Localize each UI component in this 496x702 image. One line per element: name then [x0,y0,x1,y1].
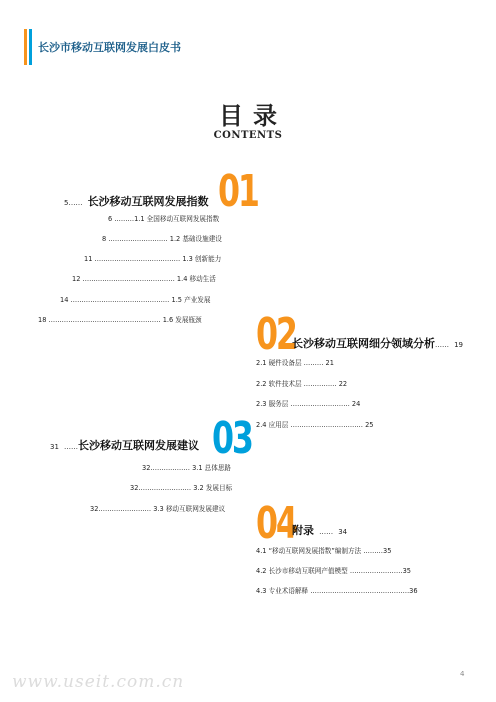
entry-page: 36 [409,587,418,595]
entry-label: 1.3 创新能力 [182,255,222,263]
chapter-title: 附录 [292,524,314,537]
toc-entry[interactable]: 2.1 硬件设备层 ……… 21 [256,359,334,367]
toc-entry[interactable]: 32…………………… 3.3 移动互联网发展建议 [90,505,226,513]
entry-page: 8 [102,235,107,243]
entry-page: 6 [108,215,113,223]
entry-page: 25 [365,421,374,429]
toc-entry[interactable]: 6 ………1.1 全国移动互联网发展指数 [108,215,220,223]
entry-page: 14 [60,296,69,304]
entry-label: 4.2 长沙市移动互联网产值模型 [256,567,348,575]
chapter-04-heading[interactable] [292,519,347,538]
entry-page: 32 [130,484,139,492]
entry-label: 1.2 基础设施建设 [169,235,222,243]
entry-label: 3.3 移动互联网发展建议 [153,505,226,513]
chapter-page: 19 [454,341,464,349]
entry-page: 32 [142,464,151,472]
chapter-03-heading[interactable] [50,434,199,453]
toc-entry[interactable]: 2.2 软件技术层 …………… 22 [256,380,348,388]
toc-entry[interactable]: 32…………………… 3.2 发展目标 [130,484,233,492]
watermark: www.useit.com.cn [12,672,185,692]
entry-page: 21 [325,359,334,367]
chapter-number-03: 03 [212,413,252,464]
entry-page: 32 [90,505,99,513]
entry-page: 35 [402,567,411,575]
chapter-title: 长沙移动互联网发展指数 [87,195,209,208]
entry-label: 2.3 服务层 [256,400,289,408]
leader-dots: …… [319,528,334,536]
page-number: 4 [460,670,465,678]
leader-dots: …… [68,199,83,207]
entry-label: 1.4 移动生活 [176,275,216,283]
entry-label: 2.1 硬件设备层 [256,359,302,367]
leader-dots: …… [64,443,79,451]
entry-label: 2.2 软件技术层 [256,380,302,388]
entry-label: 1.6 发展瓶颈 [162,316,202,324]
accent-bar-orange [24,29,27,65]
toc-entry[interactable]: 11 ………………………………… 1.3 创新能力 [84,255,222,263]
document-title: 长沙市移动互联网发展白皮书 [38,41,181,54]
chapter-title: 长沙移动互联网发展建议 [78,439,200,452]
toc-entry[interactable]: 12 …………………………………… 1.4 移动生活 [72,275,216,283]
toc-entry[interactable]: 2.3 服务层 ……………………… 24 [256,400,361,408]
entry-label: 1.1 全国移动互联网发展指数 [134,215,220,223]
toc-entry[interactable]: 8 ……………………… 1.2 基础设施建设 [102,235,222,243]
entry-page: 11 [84,255,93,263]
entry-label: 4.3 专业术语解释 [256,587,309,595]
entry-page: 35 [383,547,392,555]
toc-entry[interactable]: 14 ……………………………………… 1.5 产业发展 [60,296,211,304]
entry-page: 22 [338,380,348,388]
accent-bar-blue [29,29,32,65]
entry-label: 2.4 应用层 [256,421,289,429]
toc-entry[interactable]: 2.4 应用层 …………………………… 25 [256,421,374,429]
entry-page: 12 [72,275,81,283]
entry-label: 3.2 发展目标 [193,484,233,492]
chapter-title: 长沙移动互联网细分领域分析 [292,337,435,350]
entry-label: 4.1 “移动互联网发展指数”编制方法 [256,547,362,555]
entry-label: 3.1 总体思路 [192,464,232,472]
toc-subtitle: CONTENTS [213,130,283,141]
toc-entry[interactable]: 32……………… 3.1 总体思路 [142,464,232,472]
entry-page: 18 [38,316,47,324]
chapter-page: 34 [338,528,348,536]
toc-title: 目录 [219,102,287,130]
chapter-number-02: 02 [256,309,296,360]
chapter-number-01: 01 [218,166,258,217]
entry-page: 24 [351,400,361,408]
toc-entry[interactable]: 4.1 “移动互联网发展指数”编制方法 ………35 [256,547,392,555]
chapter-01-heading[interactable] [64,190,209,209]
chapter-02-heading[interactable] [292,332,463,351]
chapter-page: 5 [64,199,69,207]
entry-label: 1.5 产业发展 [171,296,211,304]
toc-entry[interactable]: 4.3 专业术语解释 ………………………………………36 [256,587,418,595]
chapter-page: 31 [50,443,59,451]
chapter-number-04: 04 [256,498,296,549]
leader-dots: …… [435,341,449,349]
toc-entry[interactable]: 4.2 长沙市移动互联网产值模型 ……………………35 [256,567,411,575]
toc-entry[interactable]: 18 …………………………………………… 1.6 发展瓶颈 [38,316,202,324]
